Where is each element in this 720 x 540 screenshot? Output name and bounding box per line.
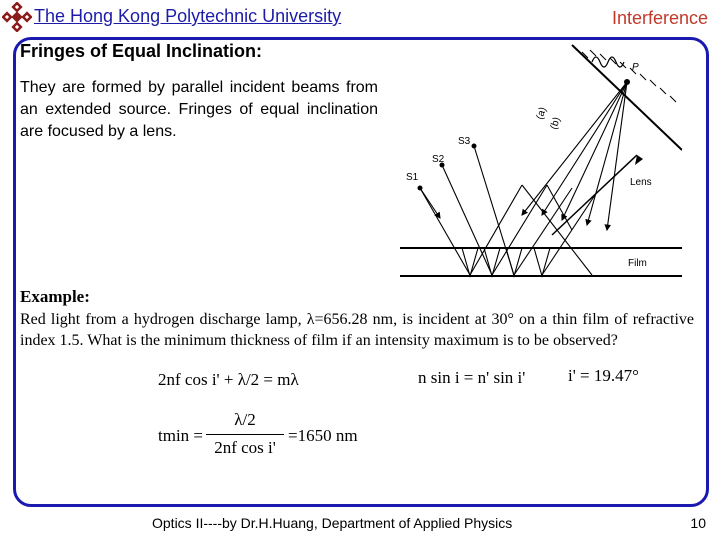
footer-credit: Optics II----by Dr.H.Huang, Department of Applied Physics (152, 515, 513, 531)
label-film: Film (628, 258, 647, 269)
label-a: (a) (534, 105, 550, 122)
university-title: The Hong Kong Polytechnic University (34, 6, 342, 26)
label-s3: S3 (458, 136, 471, 147)
equation-min-thickness (158, 410, 388, 466)
equation-interference-condition: 2nf cos i' + λ/2 = mλ (158, 370, 299, 389)
tmin-lhs: tmin = (158, 426, 204, 445)
label-p: P (632, 62, 639, 73)
label-s1: S1 (406, 172, 419, 183)
label-lens: Lens (630, 177, 652, 188)
page-number: 10 (690, 515, 706, 531)
intro-paragraph: They are formed by parallel incident beams from an extended source. Fringes of equal inclination are focused by a lens. (20, 79, 378, 140)
example-label: Example: (20, 287, 90, 306)
screen-line (572, 45, 682, 150)
topic-title: Interference (611, 8, 708, 28)
polyu-logo-icon (2, 2, 32, 32)
section-title: Fringes of Equal Inclination: (20, 41, 263, 61)
example-text: Red light from a hydrogen discharge lamp, λ=656.28 nm, is incident at 30° on a thin film of refractive index 1.5. What is the minimum thickness of film if an intensity maximum is to be observed? (20, 311, 694, 349)
tmin-numerator: λ/2 (234, 410, 256, 429)
equation-snell: n sin i = n' sin i' (418, 368, 526, 387)
fringes-figure (392, 40, 682, 285)
tmin-denominator: 2nf cos i' (214, 438, 276, 457)
tmin-rhs: =1650 nm (288, 426, 358, 445)
label-s2: S2 (432, 154, 445, 165)
equation-refraction-angle: i' = 19.47° (568, 366, 639, 385)
label-b: (b) (548, 115, 564, 132)
